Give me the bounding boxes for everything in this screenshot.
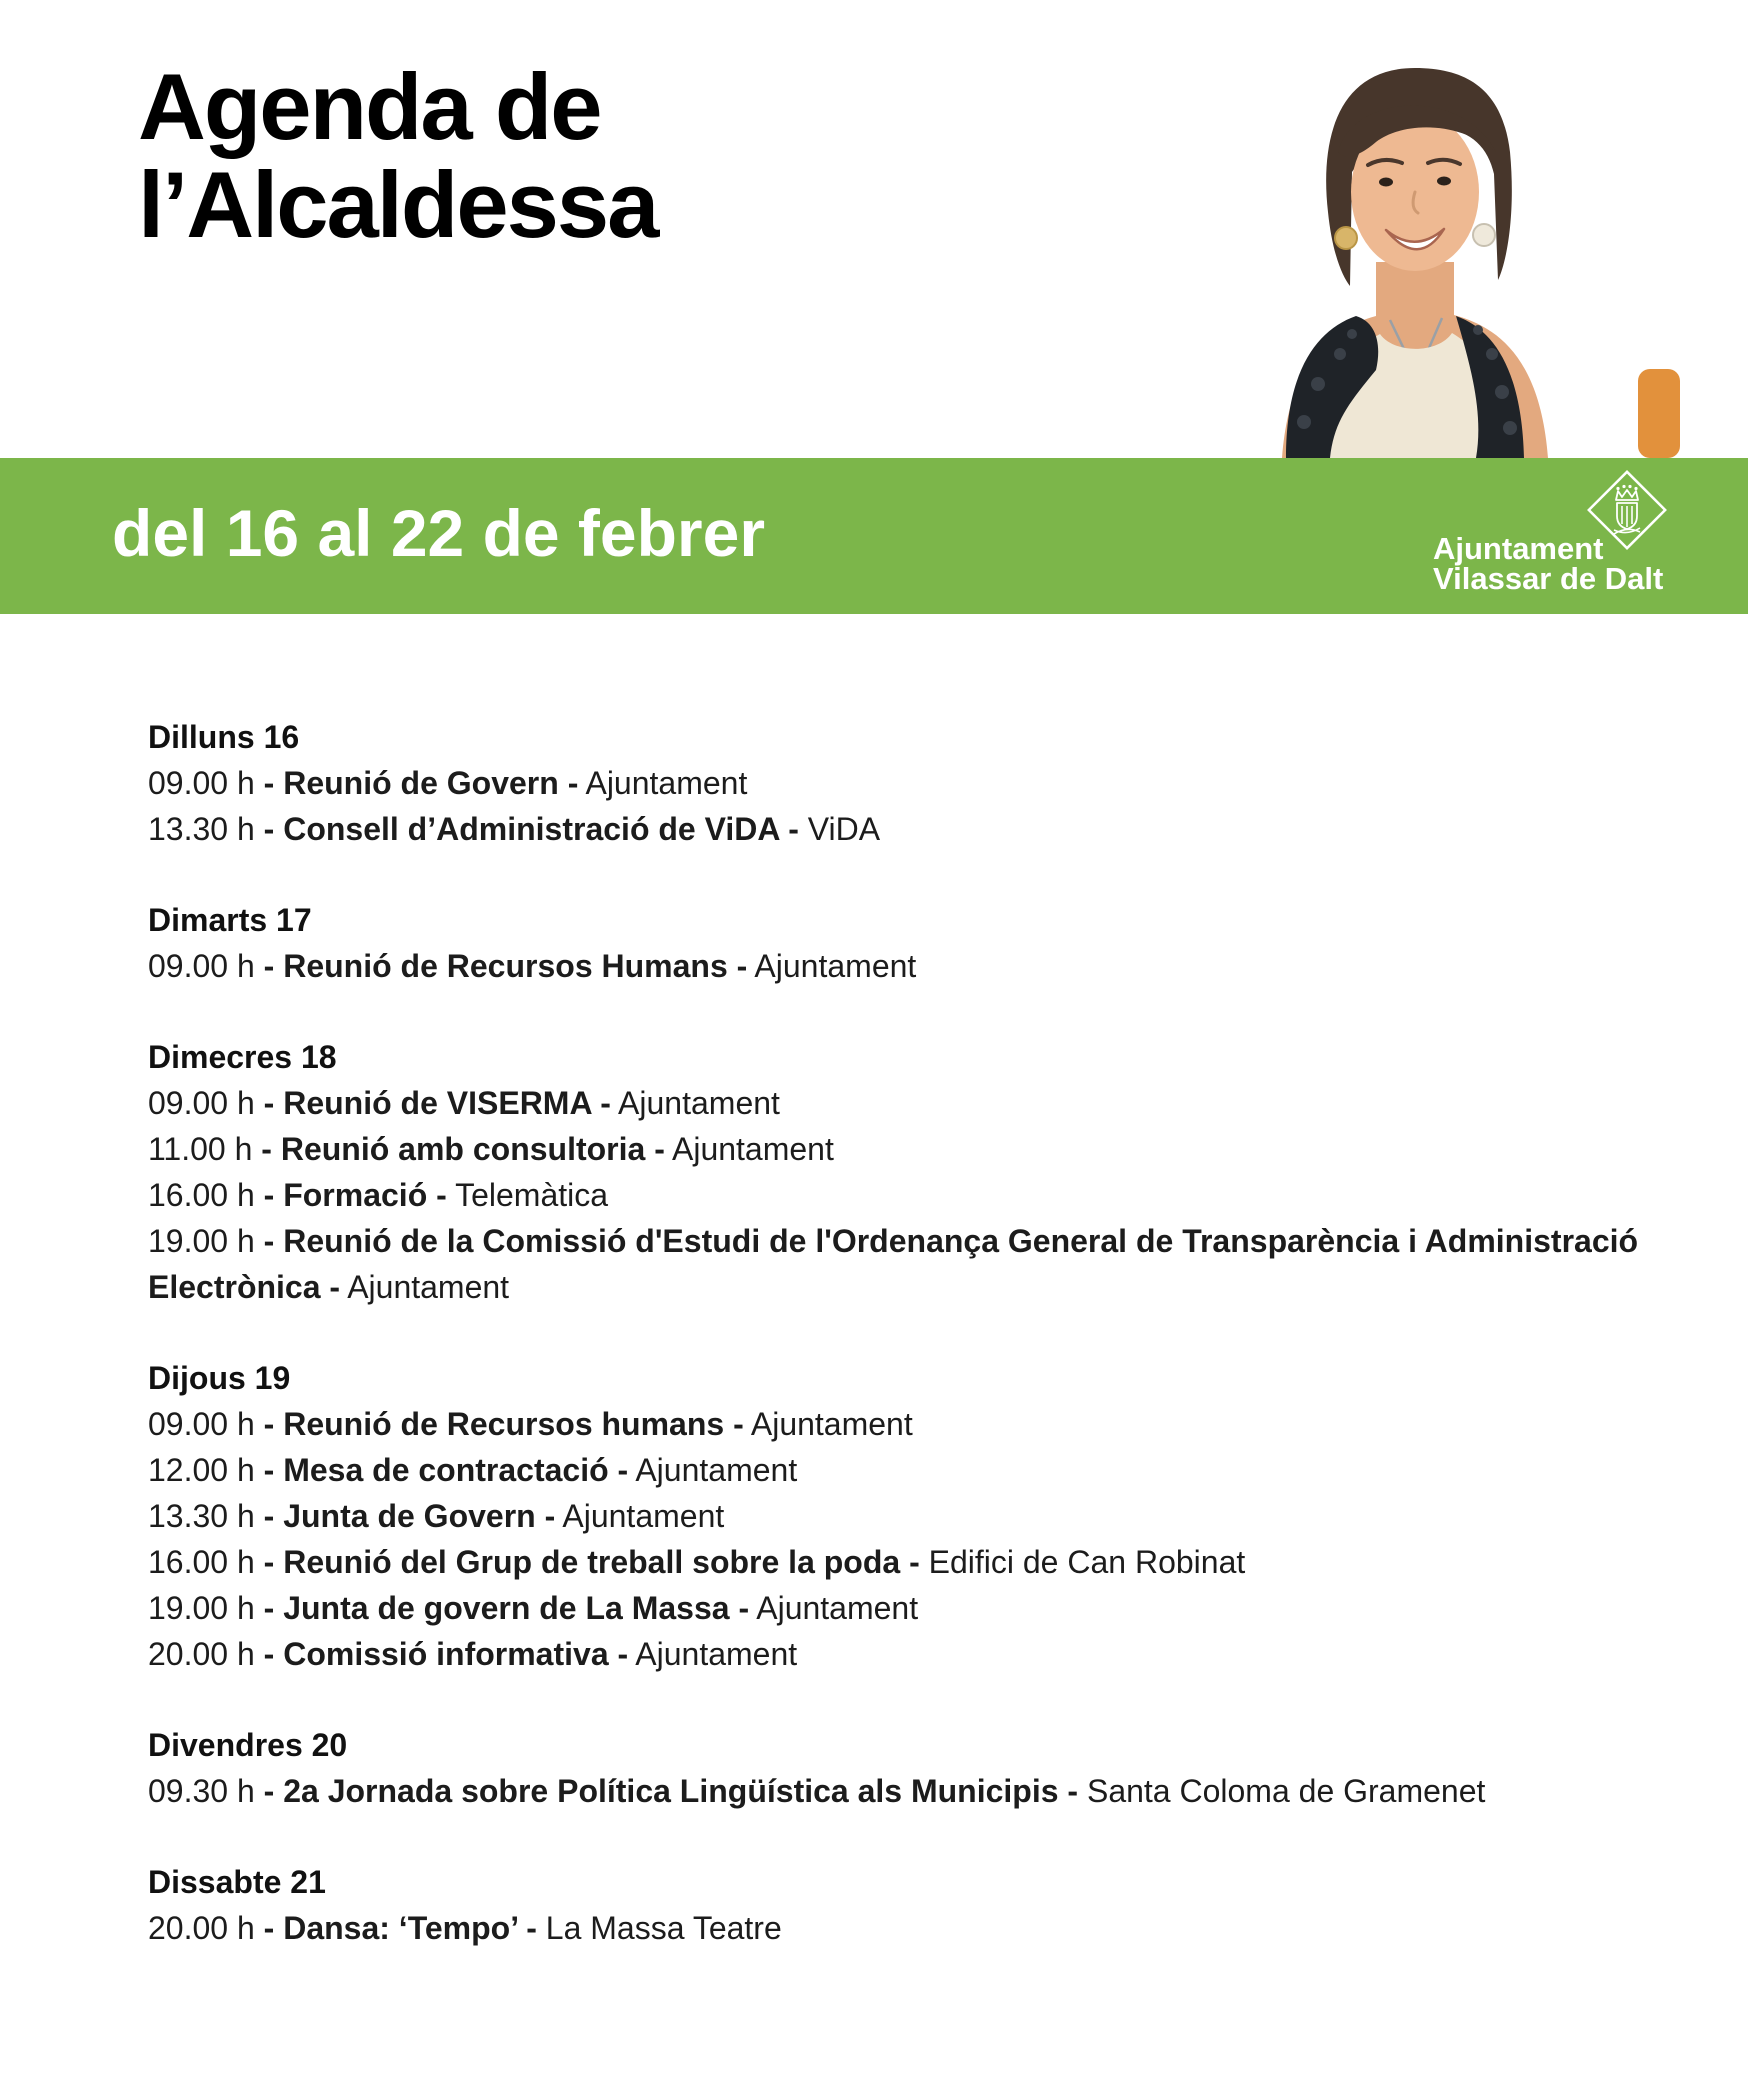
event-time: 16.00 h <box>148 1544 255 1580</box>
event-line <box>148 1539 1678 1585</box>
logo-org-line1: Ajuntament <box>1433 531 1604 566</box>
day-section-dijous <box>148 1355 1678 1677</box>
page-title-line2: l’Alcaldessa <box>138 151 658 257</box>
event-title: - Comissió informativa - <box>263 1636 629 1672</box>
event-title: - Junta de Govern - <box>263 1498 556 1534</box>
event-title: - Reunió del Grup de treball sobre la poda - <box>263 1544 920 1580</box>
earring-left <box>1335 227 1357 249</box>
event-time: 13.30 h <box>148 1498 255 1534</box>
event-location: ViDA <box>807 811 881 847</box>
event-time: 09.30 h <box>148 1773 255 1809</box>
date-range: del 16 al 22 de febrer <box>112 495 766 570</box>
day-header: Dimecres 18 <box>148 1039 337 1075</box>
mayor-photo <box>1140 24 1680 458</box>
earring-right <box>1473 224 1495 246</box>
event-location: Telemàtica <box>455 1177 609 1213</box>
event-time: 09.00 h <box>148 1085 255 1121</box>
event-line <box>148 1768 1678 1814</box>
event-time: 20.00 h <box>148 1910 255 1946</box>
date-banner <box>0 458 1748 614</box>
event-line <box>148 1172 1678 1218</box>
day-section-dimecres <box>148 1034 1678 1310</box>
event-line <box>148 1447 1678 1493</box>
event-location: Edifici de Can Robinat <box>928 1544 1246 1580</box>
event-time: 19.00 h <box>148 1223 255 1259</box>
event-location: Ajuntament <box>585 765 748 801</box>
event-line <box>148 1080 1678 1126</box>
day-header: Dimarts 17 <box>148 902 312 938</box>
day-section-divendres <box>148 1722 1678 1814</box>
event-time: 09.00 h <box>148 765 255 801</box>
event-title: - Mesa de contractació - <box>263 1452 629 1488</box>
ajuntament-logo-text <box>1433 531 1664 596</box>
event-location: La Massa Teatre <box>545 1910 782 1946</box>
event-line <box>148 1631 1678 1677</box>
event-location: Ajuntament <box>347 1269 510 1305</box>
day-section-dissabte <box>148 1859 1678 1951</box>
event-location: Ajuntament <box>562 1498 725 1534</box>
day-header: Divendres 20 <box>148 1727 348 1763</box>
event-time: 09.00 h <box>148 1406 255 1442</box>
logo-org-line2: Vilassar de Dalt <box>1433 561 1664 596</box>
day-header: Dilluns 16 <box>148 719 300 755</box>
event-title: - Consell d’Administració de ViDA - <box>263 811 799 847</box>
event-time: 16.00 h <box>148 1177 255 1213</box>
event-title: - Dansa: ‘Tempo’ - <box>263 1910 537 1946</box>
event-line <box>148 943 1678 989</box>
event-location: Ajuntament <box>754 948 917 984</box>
event-title: - Reunió de Recursos Humans - <box>263 948 748 984</box>
event-title: - Reunió de Recursos humans - <box>263 1406 744 1442</box>
day-section-dimarts <box>148 897 1678 989</box>
event-time: 20.00 h <box>148 1636 255 1672</box>
event-time: 09.00 h <box>148 948 255 984</box>
event-time: 13.30 h <box>148 811 255 847</box>
event-location: Ajuntament <box>635 1452 798 1488</box>
event-title: - Formació - <box>263 1177 447 1213</box>
event-line <box>148 806 1678 852</box>
event-title: - Reunió de VISERMA - <box>263 1085 611 1121</box>
event-title: - 2a Jornada sobre Política Lingüística als Municipis - <box>263 1773 1079 1809</box>
event-location: Ajuntament <box>750 1406 913 1442</box>
event-location: Ajuntament <box>618 1085 780 1121</box>
page-title-line1: Agenda de <box>138 54 601 159</box>
event-line <box>148 1585 1678 1631</box>
event-time: 19.00 h <box>148 1590 255 1626</box>
event-time: 12.00 h <box>148 1452 255 1488</box>
event-location: Santa Coloma de Gramenet <box>1086 1773 1486 1809</box>
event-line <box>148 1401 1678 1447</box>
day-header: Dijous 19 <box>148 1360 291 1396</box>
orange-object <box>1638 369 1680 458</box>
day-section-dilluns <box>148 714 1678 852</box>
event-title: - Reunió amb consultoria - <box>261 1131 665 1167</box>
event-title: - Junta de govern de La Massa - <box>263 1590 750 1626</box>
weekly-schedule <box>148 714 1678 1951</box>
event-time: 11.00 h <box>148 1131 253 1167</box>
event-title: - Reunió de la Comissió d'Estudi de l'Ordenança General de Transparència i Administració Electrònica - <box>148 1223 1639 1305</box>
event-line <box>148 1493 1678 1539</box>
event-location: Ajuntament <box>756 1590 919 1626</box>
event-line <box>148 1905 1678 1951</box>
event-line <box>148 1126 1678 1172</box>
mayor-portrait-illustration <box>1140 24 1680 458</box>
event-location: Ajuntament <box>635 1636 798 1672</box>
event-title: - Reunió de Govern - <box>263 765 579 801</box>
event-location: Ajuntament <box>671 1131 834 1167</box>
page-title <box>138 54 658 257</box>
event-line <box>148 1218 1678 1310</box>
day-header: Dissabte 21 <box>148 1864 326 1900</box>
event-line <box>148 760 1678 806</box>
